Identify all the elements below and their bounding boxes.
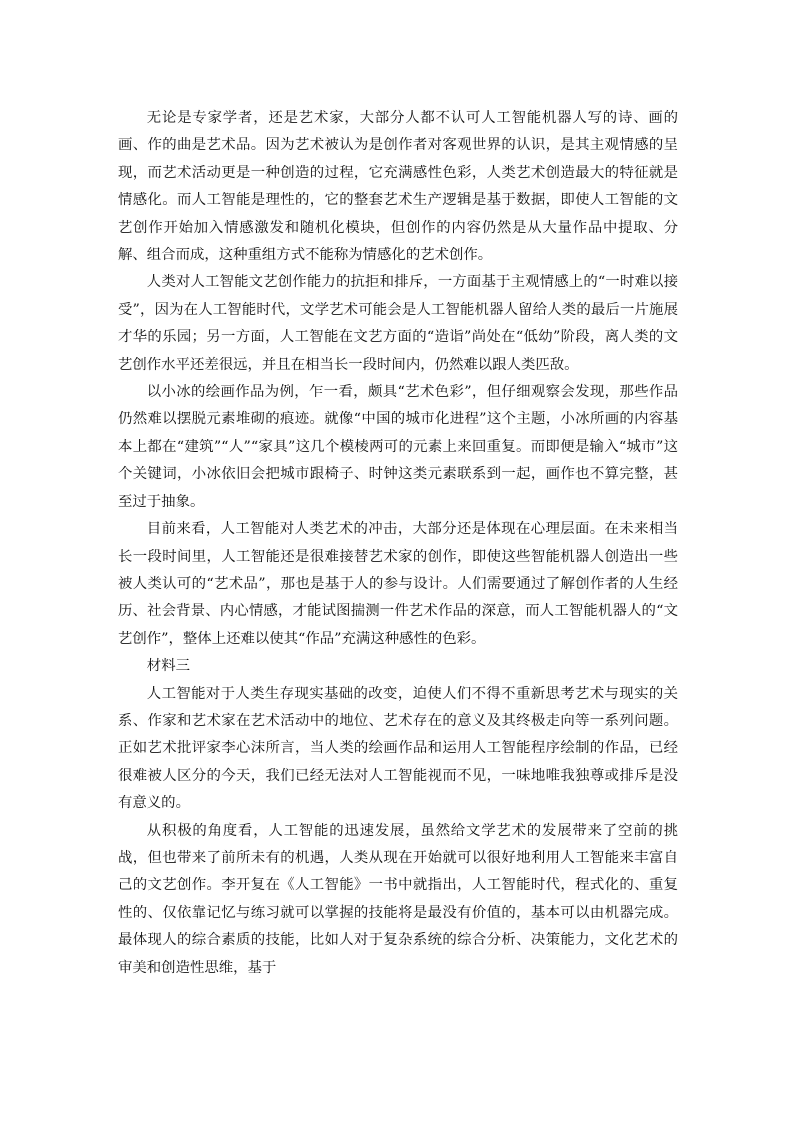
paragraph-3: 以小冰的绘画作品为例，乍一看，颇具“艺术色彩”，但仔细观察会发现，那些作品仍然难以摆脱元素堆砌的痕迹。就像“中国的城市化进程”这个主题，小冰所画的内容基本上都在“建筑”“人”“家具”这几个模棱两可的元素上来回重复。而即便是输入“城市”这个关键词，小冰依旧会把城市跟椅子、时钟这类元素联系到一起，画作也不算完整，甚至过于抽象。 — [118, 384, 678, 510]
paragraph-1: 无论是专家学者，还是艺术家，大部分人都不认可人工智能机器人写的诗、画的画、作的曲是艺术品。因为艺术被认为是创作者对客观世界的认识，是其主观情感的呈现，而艺术活动更是一种创造的过程，它充满感性色彩，人类艺术创造最大的特征就是情感化。而人工智能是理性的，它的整套艺术生产逻辑是基于数据，即使人工智能的文艺创作开始加入情感激发和随机化模块，但创作的内容仍然是从大量作品中提取、分解、组合而成，这种重组方式不能称为情感化的艺术创作。 — [118, 110, 678, 264]
section-heading-material-3: 材料三 — [146, 658, 190, 675]
paragraph-6: 从积极的角度看，人工智能的迅速发展，虽然给文学艺术的发展带来了空前的挑战，但也带来了前所未有的机遇，人类从现在开始就可以很好地利用人工智能来丰富自己的文艺创作。李开复在《人工智能》一书中就指出，人工智能时代，程式化的、重复性的、仅依靠记忆与练习就可以掌握的技能将是最没有价值的，基本可以由机器完成。最体现人的综合素质的技能，比如人对于复杂系统的综合分析、决策能力，文化艺术的审美和创造性思维，基于 — [118, 822, 678, 976]
paragraph-4: 目前来看，人工智能对人类艺术的冲击，大部分还是体现在心理层面。在未来相当长一段时间里，人工智能还是很难接替艺术家的创作，即使这些智能机器人创造出一些被人类认可的“艺术品”，那也是基于人的参与设计。人们需要通过了解创作者的人生经历、社会背景、内心情感，才能试图揣测一件艺术作品的深意，而人工智能机器人的“文艺创作”，整体上还难以使其“作品”充满这种感性的色彩。 — [118, 521, 678, 647]
paragraph-5: 人工智能对于人类生存现实基础的改变，迫使人们不得不重新思考艺术与现实的关系、作家和艺术家在艺术活动中的地位、艺术存在的意义及其终极走向等一系列问题。正如艺术批评家李心沫所言，当人类的绘画作品和运用人工智能程序绘制的作品，已经很难被人区分的今天，我们已经无法对人工智能视而不见，一味地唯我独尊或排斥是没有意义的。 — [118, 685, 678, 812]
paragraph-2: 人类对人工智能文艺创作能力的抗拒和排斥，一方面基于主观情感上的“一时难以接受”，因为在人工智能时代，文学艺术可能会是人工智能机器人留给人类的最后一片施展才华的乐园；另一方面，人工智能在文艺方面的“造诣”尚处在“低幼”阶段，离人类的文艺创作水平还差很远，并且在相当长一段时间内，仍然难以跟人类匹敌。 — [118, 274, 678, 373]
document-page — [118, 105, 678, 982]
